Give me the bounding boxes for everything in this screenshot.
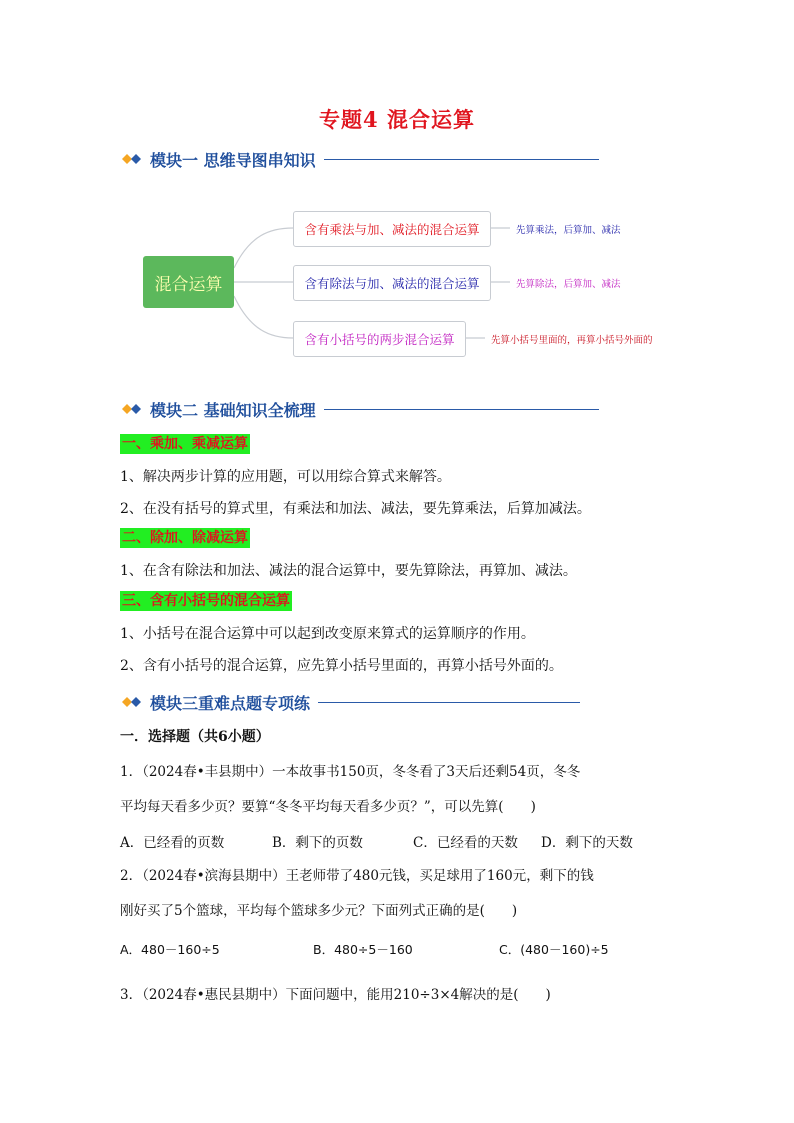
question-1-line-2: 平均每天看多少页？要算“冬冬平均每天看多少页？”，可以先算( ) [120,799,536,815]
module-title-2: 模块二 基础知识全梳理 [150,400,316,420]
mindmap-note-3: 先算小括号里面的，再算小括号外面的 [491,335,653,346]
question-1-option-a: A．已经看的页数 [120,835,225,851]
module-title-1: 模块一 思维导图串知识 [150,150,316,170]
module-divider-2 [324,409,599,410]
practice-section-title: 一．选择题（共6小题） [120,729,270,745]
question-2-line-2: 刚好买了5个篮球，平均每个篮球多少元？下面列式正确的是( ) [120,903,518,919]
basics-item-1-2: 2、在没有括号的算式里，有乘法和加法、减法，要先算乘法，后算加减法。 [120,501,591,517]
mindmap-branch-3: 含有小括号的两步混合运算 [293,321,466,357]
module-header-3 [120,688,580,716]
mindmap-root: 混合运算 [143,256,234,308]
module-title-3: 模块三重难点题专项练 [150,693,311,713]
section-heading-2: 二、除加、除减运算 [122,530,248,546]
module-divider-3 [318,702,580,703]
question-2-option-a: A．480－160÷5 [120,942,220,957]
mindmap-note-2: 先算除法，后算加、减法 [516,279,621,290]
mindmap-branch-1: 含有乘法与加、减法的混合运算 [293,211,491,247]
question-3-line-1: 3．（2024春•惠民县期中）下面问题中，能用210÷3×4解决的是( ) [120,987,551,1003]
basics-item-3-1: 1、小括号在混合运算中可以起到改变原来算式的运算顺序的作用。 [120,626,535,642]
double-diamond-icon [120,695,144,709]
question-1-line-1: 1．（2024春•丰县期中）一本故事书150页，冬冬看了3天后还剩54页，冬冬 [120,764,581,780]
mindmap-branch-2: 含有除法与加、减法的混合运算 [293,265,491,301]
module-header-1 [120,145,599,173]
module-header-2 [120,395,599,423]
mindmap-note-1: 先算乘法，后算加、减法 [516,225,621,236]
double-diamond-icon [120,152,144,166]
basics-item-1-1: 1、解决两步计算的应用题，可以用综合算式来解答。 [120,469,451,485]
question-2-option-c: C．(480－160)÷5 [499,942,609,957]
question-1-option-c: C．已经看的天数 [413,835,518,851]
section-heading-3: 三、含有小括号的混合运算 [122,593,290,609]
question-1-option-d: D．剩下的天数 [541,835,633,851]
double-diamond-icon [120,402,144,416]
basics-item-3-2: 2、含有小括号的混合运算，应先算小括号里面的，再算小括号外面的。 [120,658,563,674]
page-title: 专题4 混合运算 [319,107,475,132]
section-heading-1: 一、乘加、乘减运算 [122,436,248,452]
module-divider-1 [324,159,599,160]
basics-item-2-1: 1、在含有除法和加法、减法的混合运算中，要先算除法，再算加、减法。 [120,563,577,579]
question-1-option-b: B．剩下的页数 [272,835,363,851]
question-2-line-1: 2．（2024春•滨海县期中）王老师带了480元钱，买足球用了160元，剩下的钱 [120,868,594,884]
question-2-option-b: B．480÷5－160 [313,942,413,957]
